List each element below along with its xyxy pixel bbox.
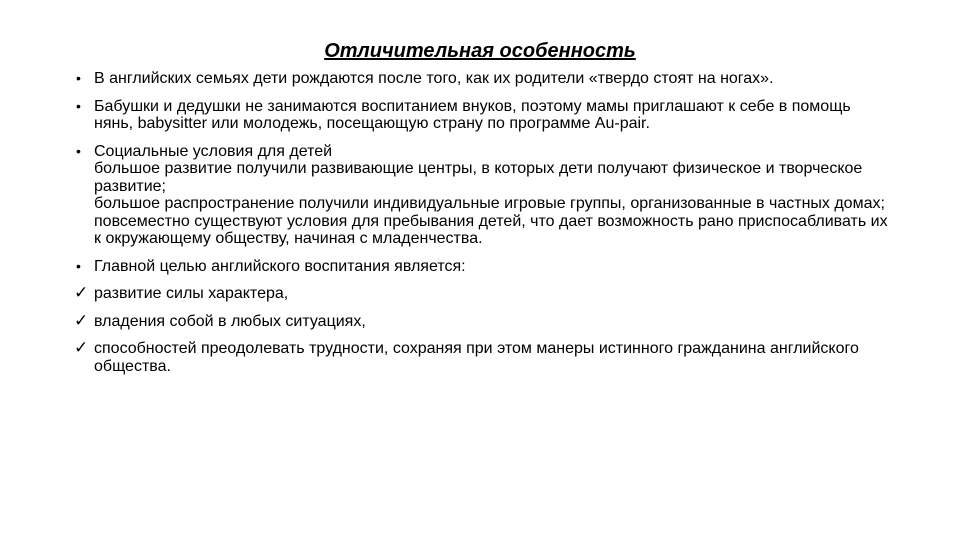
item-text: Главной целью английского воспитания является:	[94, 257, 466, 275]
item-text: Бабушки и дедушки не занимаются воспитанием внуков, поэтому мамы приглашают к себе в помощь нянь, babysitter или молодежь, посещающую страну по программе Au-pair.	[94, 97, 851, 132]
item-text: повсеместно существуют условия для пребывания детей, что дает возможность рано приспосабливать их к окружающему обществу, начиная с младенчества.	[94, 212, 888, 247]
bullet-icon: •	[76, 142, 81, 159]
slide-title: Отличительная особенность	[324, 40, 636, 62]
checkmark-icon: ✓	[74, 310, 89, 330]
bullet-icon: •	[76, 70, 81, 86]
list-item	[74, 310, 894, 331]
bullet-list	[74, 70, 894, 385]
item-text: В английских семьях дети рождаются после того, как их родители «твердо стоят на ногах».	[94, 70, 774, 87]
list-item	[74, 285, 894, 303]
item-heading: Социальные условия для детей	[94, 142, 333, 160]
item-text: владения собой в любых ситуациях,	[94, 312, 366, 330]
bullet-icon: •	[76, 257, 81, 274]
item-text: развитие силы характера,	[94, 285, 289, 302]
list-item	[74, 340, 894, 375]
item-text: большое развитие получили развивающие центры, в которых дети получают физическое и творческое развитие;	[94, 160, 863, 195]
bullet-icon: •	[76, 97, 81, 114]
checkmark-icon: ✓	[74, 338, 89, 357]
list-item	[74, 258, 894, 276]
list-item	[74, 98, 894, 133]
item-text: способностей преодолевать трудности, сохраняя при этом манеры истинного гражданина английского общества.	[94, 340, 859, 375]
item-text: большое распространение получили индивидуальные игровые группы, организованные в частных домах;	[94, 195, 885, 212]
list-item	[74, 70, 894, 88]
list-item	[74, 143, 894, 248]
checkmark-icon: ✓	[74, 283, 89, 302]
